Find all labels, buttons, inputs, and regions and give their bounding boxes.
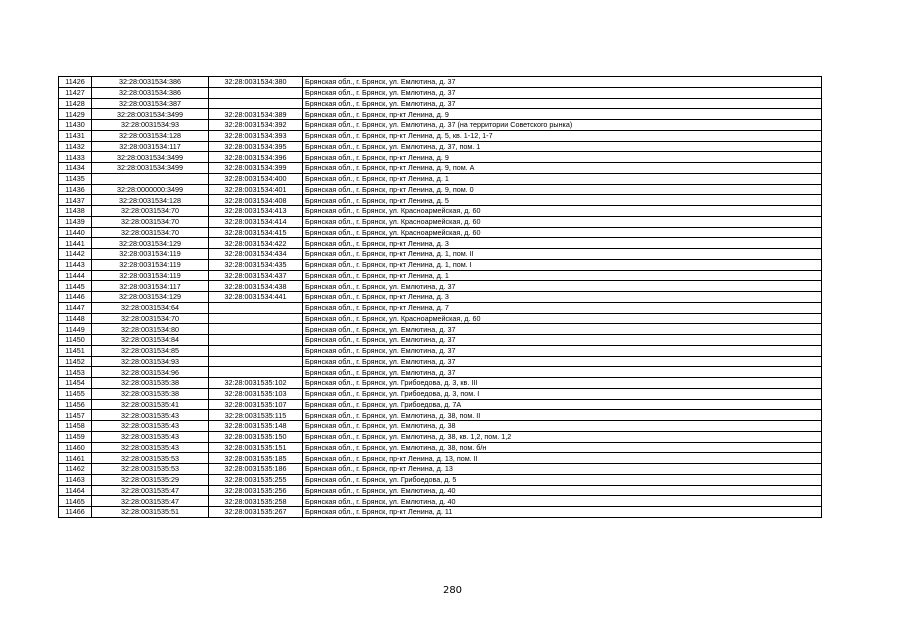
address-cell: Брянская обл., г. Брянск, пр-кт Ленина, д. 1, пом. I (303, 259, 822, 270)
address-cell: Брянская обл., г. Брянск, ул. Емлютина, д. 37 (303, 281, 822, 292)
address-cell: Брянская обл., г. Брянск, ул. Грибоедова, д. 3, кв. III (303, 378, 822, 389)
cadastral-number-cell: 32:28:0031535:41 (92, 399, 209, 410)
table-row (59, 87, 822, 98)
address-cell: Брянская обл., г. Брянск, ул. Емлютина, д. 40 (303, 485, 822, 496)
object-number-cell: 32:28:0031535:255 (209, 474, 303, 485)
row-number-cell: 11458 (59, 421, 92, 432)
table-row (59, 464, 822, 475)
table-row (59, 270, 822, 281)
cadastral-number-cell: 32:28:0031535:51 (92, 507, 209, 518)
object-number-cell (209, 335, 303, 346)
object-number-cell: 32:28:0031535:256 (209, 485, 303, 496)
row-number-cell: 11428 (59, 98, 92, 109)
address-cell: Брянская обл., г. Брянск, ул. Емлютина, д. 37 (303, 335, 822, 346)
table-row (59, 292, 822, 303)
row-number-cell: 11451 (59, 345, 92, 356)
address-cell: Брянская обл., г. Брянск, пр-кт Ленина, д. 1, пом. II (303, 249, 822, 260)
table-row (59, 496, 822, 507)
object-number-cell (209, 302, 303, 313)
address-cell: Брянская обл., г. Брянск, ул. Емлютина, д. 37 (303, 367, 822, 378)
cadastral-number-cell (92, 173, 209, 184)
row-number-cell: 11464 (59, 485, 92, 496)
register-table-body (59, 77, 822, 518)
address-cell: Брянская обл., г. Брянск, ул. Емлютина, д. 40 (303, 496, 822, 507)
row-number-cell: 11462 (59, 464, 92, 475)
address-cell: Брянская обл., г. Брянск, пр-кт Ленина, д. 1 (303, 270, 822, 281)
address-cell: Брянская обл., г. Брянск, ул. Грибоедова, д. 7А (303, 399, 822, 410)
cadastral-number-cell: 32:28:0031534:3499 (92, 152, 209, 163)
table-row (59, 216, 822, 227)
cadastral-number-cell: 32:28:0031535:47 (92, 496, 209, 507)
table-row (59, 281, 822, 292)
object-number-cell: 32:28:0031535:258 (209, 496, 303, 507)
table-row (59, 77, 822, 88)
page-number: 280 (442, 585, 463, 596)
table-row (59, 367, 822, 378)
table-row (59, 431, 822, 442)
cadastral-number-cell: 32:28:0031534:70 (92, 206, 209, 217)
address-cell: Брянская обл., г. Брянск, пр-кт Ленина, д. 3 (303, 292, 822, 303)
cadastral-number-cell: 32:28:0031535:38 (92, 378, 209, 389)
table-row (59, 130, 822, 141)
object-number-cell: 32:28:0031535:185 (209, 453, 303, 464)
cadastral-number-cell: 32:28:0031534:64 (92, 302, 209, 313)
object-number-cell (209, 324, 303, 335)
row-number-cell: 11460 (59, 442, 92, 453)
address-cell: Брянская обл., г. Брянск, пр-кт Ленина, д. 13 (303, 464, 822, 475)
object-number-cell: 32:28:0031534:392 (209, 120, 303, 131)
address-cell: Брянская обл., г. Брянск, пр-кт Ленина, д. 9 (303, 152, 822, 163)
row-number-cell: 11459 (59, 431, 92, 442)
cadastral-number-cell: 32:28:0031534:386 (92, 77, 209, 88)
address-cell: Брянская обл., г. Брянск, ул. Красноармейская, д. 60 (303, 313, 822, 324)
row-number-cell: 11436 (59, 184, 92, 195)
address-cell: Брянская обл., г. Брянск, пр-кт Ленина, д. 9 (303, 109, 822, 120)
cadastral-number-cell: 32:28:0031534:80 (92, 324, 209, 335)
address-cell: Брянская обл., г. Брянск, пр-кт Ленина, д. 9, пом. А (303, 163, 822, 174)
cadastral-number-cell: 32:28:0031534:129 (92, 238, 209, 249)
row-number-cell: 11444 (59, 270, 92, 281)
table-row (59, 399, 822, 410)
object-number-cell: 32:28:0031534:408 (209, 195, 303, 206)
address-cell: Брянская обл., г. Брянск, ул. Грибоедова, д. 5 (303, 474, 822, 485)
table-row (59, 152, 822, 163)
cadastral-number-cell: 32:28:0031534:129 (92, 292, 209, 303)
table-row (59, 98, 822, 109)
address-cell: Брянская обл., г. Брянск, ул. Емлютина, д. 37 (303, 356, 822, 367)
object-number-cell: 32:28:0031535:102 (209, 378, 303, 389)
table-row (59, 453, 822, 464)
cadastral-number-cell: 32:28:0031534:119 (92, 270, 209, 281)
cadastral-number-cell: 32:28:0031534:93 (92, 120, 209, 131)
row-number-cell: 11448 (59, 313, 92, 324)
object-number-cell (209, 98, 303, 109)
row-number-cell: 11426 (59, 77, 92, 88)
register-table (58, 76, 822, 518)
table-row (59, 485, 822, 496)
table-row (59, 335, 822, 346)
table-row (59, 356, 822, 367)
object-number-cell (209, 87, 303, 98)
object-number-cell: 32:28:0031534:396 (209, 152, 303, 163)
row-number-cell: 11439 (59, 216, 92, 227)
row-number-cell: 11456 (59, 399, 92, 410)
row-number-cell: 11454 (59, 378, 92, 389)
table-row (59, 313, 822, 324)
row-number-cell: 11427 (59, 87, 92, 98)
row-number-cell: 11442 (59, 249, 92, 260)
address-cell: Брянская обл., г. Брянск, пр-кт Ленина, д. 1 (303, 173, 822, 184)
row-number-cell: 11466 (59, 507, 92, 518)
cadastral-number-cell: 32:28:0000000:3499 (92, 184, 209, 195)
row-number-cell: 11447 (59, 302, 92, 313)
object-number-cell: 32:28:0031534:437 (209, 270, 303, 281)
address-cell: Брянская обл., г. Брянск, ул. Красноармейская, д. 60 (303, 227, 822, 238)
table-row (59, 109, 822, 120)
row-number-cell: 11430 (59, 120, 92, 131)
address-cell: Брянская обл., г. Брянск, ул. Емлютина, д. 37 (303, 87, 822, 98)
row-number-cell: 11434 (59, 163, 92, 174)
cadastral-number-cell: 32:28:0031534:3499 (92, 109, 209, 120)
cadastral-number-cell: 32:28:0031534:96 (92, 367, 209, 378)
address-cell: Брянская обл., г. Брянск, ул. Емлютина, д. 37 (на территории Советского рынка) (303, 120, 822, 131)
row-number-cell: 11450 (59, 335, 92, 346)
cadastral-number-cell: 32:28:0031534:93 (92, 356, 209, 367)
object-number-cell (209, 313, 303, 324)
object-number-cell: 32:28:0031534:400 (209, 173, 303, 184)
object-number-cell (209, 345, 303, 356)
cadastral-number-cell: 32:28:0031534:117 (92, 281, 209, 292)
cadastral-number-cell: 32:28:0031535:29 (92, 474, 209, 485)
row-number-cell: 11429 (59, 109, 92, 120)
cadastral-number-cell: 32:28:0031534:70 (92, 216, 209, 227)
object-number-cell: 32:28:0031535:148 (209, 421, 303, 432)
address-cell: Брянская обл., г. Брянск, ул. Емлютина, д. 37 (303, 324, 822, 335)
object-number-cell: 32:28:0031534:441 (209, 292, 303, 303)
row-number-cell: 11438 (59, 206, 92, 217)
cadastral-number-cell: 32:28:0031534:3499 (92, 163, 209, 174)
cadastral-number-cell: 32:28:0031534:85 (92, 345, 209, 356)
row-number-cell: 11461 (59, 453, 92, 464)
table-row (59, 184, 822, 195)
object-number-cell: 32:28:0031535:151 (209, 442, 303, 453)
address-cell: Брянская обл., г. Брянск, ул. Емлютина, д. 37, пом. 1 (303, 141, 822, 152)
row-number-cell: 11432 (59, 141, 92, 152)
table-row (59, 173, 822, 184)
address-cell: Брянская обл., г. Брянск, ул. Емлютина, д. 38, кв. 1,2, пом. 1,2 (303, 431, 822, 442)
cadastral-number-cell: 32:28:0031534:70 (92, 313, 209, 324)
cadastral-number-cell: 32:28:0031535:43 (92, 442, 209, 453)
object-number-cell: 32:28:0031534:399 (209, 163, 303, 174)
table-row (59, 474, 822, 485)
cadastral-number-cell: 32:28:0031534:117 (92, 141, 209, 152)
object-number-cell: 32:28:0031534:438 (209, 281, 303, 292)
row-number-cell: 11465 (59, 496, 92, 507)
row-number-cell: 11463 (59, 474, 92, 485)
cadastral-number-cell: 32:28:0031534:119 (92, 249, 209, 260)
cadastral-number-cell: 32:28:0031534:386 (92, 87, 209, 98)
address-cell: Брянская обл., г. Брянск, ул. Красноармейская, д. 60 (303, 216, 822, 227)
table-row (59, 238, 822, 249)
object-number-cell: 32:28:0031534:395 (209, 141, 303, 152)
cadastral-number-cell: 32:28:0031535:38 (92, 388, 209, 399)
cadastral-number-cell: 32:28:0031534:70 (92, 227, 209, 238)
cadastral-number-cell: 32:28:0031535:53 (92, 453, 209, 464)
table-row (59, 163, 822, 174)
row-number-cell: 11449 (59, 324, 92, 335)
row-number-cell: 11457 (59, 410, 92, 421)
table-row (59, 324, 822, 335)
cadastral-number-cell: 32:28:0031535:43 (92, 410, 209, 421)
cadastral-number-cell: 32:28:0031535:43 (92, 421, 209, 432)
cadastral-number-cell: 32:28:0031534:387 (92, 98, 209, 109)
table-row (59, 141, 822, 152)
table-row (59, 195, 822, 206)
table-row (59, 206, 822, 217)
table-row (59, 410, 822, 421)
object-number-cell: 32:28:0031534:434 (209, 249, 303, 260)
table-row (59, 249, 822, 260)
table-row (59, 227, 822, 238)
object-number-cell: 32:28:0031534:414 (209, 216, 303, 227)
object-number-cell: 32:28:0031535:115 (209, 410, 303, 421)
address-cell: Брянская обл., г. Брянск, пр-кт Ленина, д. 9, пом. 0 (303, 184, 822, 195)
table-row (59, 378, 822, 389)
row-number-cell: 11440 (59, 227, 92, 238)
table-row (59, 345, 822, 356)
object-number-cell: 32:28:0031535:150 (209, 431, 303, 442)
row-number-cell: 11433 (59, 152, 92, 163)
table-row (59, 507, 822, 518)
address-cell: Брянская обл., г. Брянск, пр-кт Ленина, д. 3 (303, 238, 822, 249)
row-number-cell: 11443 (59, 259, 92, 270)
object-number-cell: 32:28:0031534:389 (209, 109, 303, 120)
object-number-cell (209, 367, 303, 378)
address-cell: Брянская обл., г. Брянск, пр-кт Ленина, д. 5 (303, 195, 822, 206)
address-cell: Брянская обл., г. Брянск, пр-кт Ленина, д. 7 (303, 302, 822, 313)
object-number-cell: 32:28:0031534:422 (209, 238, 303, 249)
cadastral-number-cell: 32:28:0031534:119 (92, 259, 209, 270)
object-number-cell: 32:28:0031534:401 (209, 184, 303, 195)
address-cell: Брянская обл., г. Брянск, ул. Емлютина, д. 38, пом. II (303, 410, 822, 421)
object-number-cell: 32:28:0031535:107 (209, 399, 303, 410)
table-row (59, 442, 822, 453)
address-cell: Брянская обл., г. Брянск, ул. Грибоедова, д. 3, пом. I (303, 388, 822, 399)
row-number-cell: 11453 (59, 367, 92, 378)
table-row (59, 302, 822, 313)
cadastral-number-cell: 32:28:0031535:53 (92, 464, 209, 475)
object-number-cell (209, 356, 303, 367)
address-cell: Брянская обл., г. Брянск, ул. Емлютина, д. 37 (303, 77, 822, 88)
object-number-cell: 32:28:0031534:435 (209, 259, 303, 270)
row-number-cell: 11431 (59, 130, 92, 141)
row-number-cell: 11452 (59, 356, 92, 367)
address-cell: Брянская обл., г. Брянск, пр-кт Ленина, д. 11 (303, 507, 822, 518)
address-cell: Брянская обл., г. Брянск, ул. Емлютина, д. 38, пом. б/н (303, 442, 822, 453)
cadastral-number-cell: 32:28:0031535:43 (92, 431, 209, 442)
table-row (59, 421, 822, 432)
row-number-cell: 11446 (59, 292, 92, 303)
address-cell: Брянская обл., г. Брянск, ул. Емлютина, д. 38 (303, 421, 822, 432)
table-row (59, 388, 822, 399)
row-number-cell: 11445 (59, 281, 92, 292)
object-number-cell: 32:28:0031535:186 (209, 464, 303, 475)
row-number-cell: 11435 (59, 173, 92, 184)
address-cell: Брянская обл., г. Брянск, пр-кт Ленина, д. 13, пом. II (303, 453, 822, 464)
row-number-cell: 11437 (59, 195, 92, 206)
address-cell: Брянская обл., г. Брянск, ул. Емлютина, д. 37 (303, 98, 822, 109)
address-cell: Брянская обл., г. Брянск, пр-кт Ленина, д. 5, кв. 1-12, 1-7 (303, 130, 822, 141)
address-cell: Брянская обл., г. Брянск, ул. Емлютина, д. 37 (303, 345, 822, 356)
object-number-cell: 32:28:0031534:393 (209, 130, 303, 141)
cadastral-number-cell: 32:28:0031535:47 (92, 485, 209, 496)
object-number-cell: 32:28:0031535:103 (209, 388, 303, 399)
object-number-cell: 32:28:0031535:267 (209, 507, 303, 518)
table-row (59, 120, 822, 131)
address-cell: Брянская обл., г. Брянск, ул. Красноармейская, д. 60 (303, 206, 822, 217)
cadastral-number-cell: 32:28:0031534:128 (92, 195, 209, 206)
object-number-cell: 32:28:0031534:413 (209, 206, 303, 217)
object-number-cell: 32:28:0031534:415 (209, 227, 303, 238)
row-number-cell: 11441 (59, 238, 92, 249)
table-row (59, 259, 822, 270)
cadastral-number-cell: 32:28:0031534:84 (92, 335, 209, 346)
object-number-cell: 32:28:0031534:380 (209, 77, 303, 88)
row-number-cell: 11455 (59, 388, 92, 399)
cadastral-number-cell: 32:28:0031534:128 (92, 130, 209, 141)
